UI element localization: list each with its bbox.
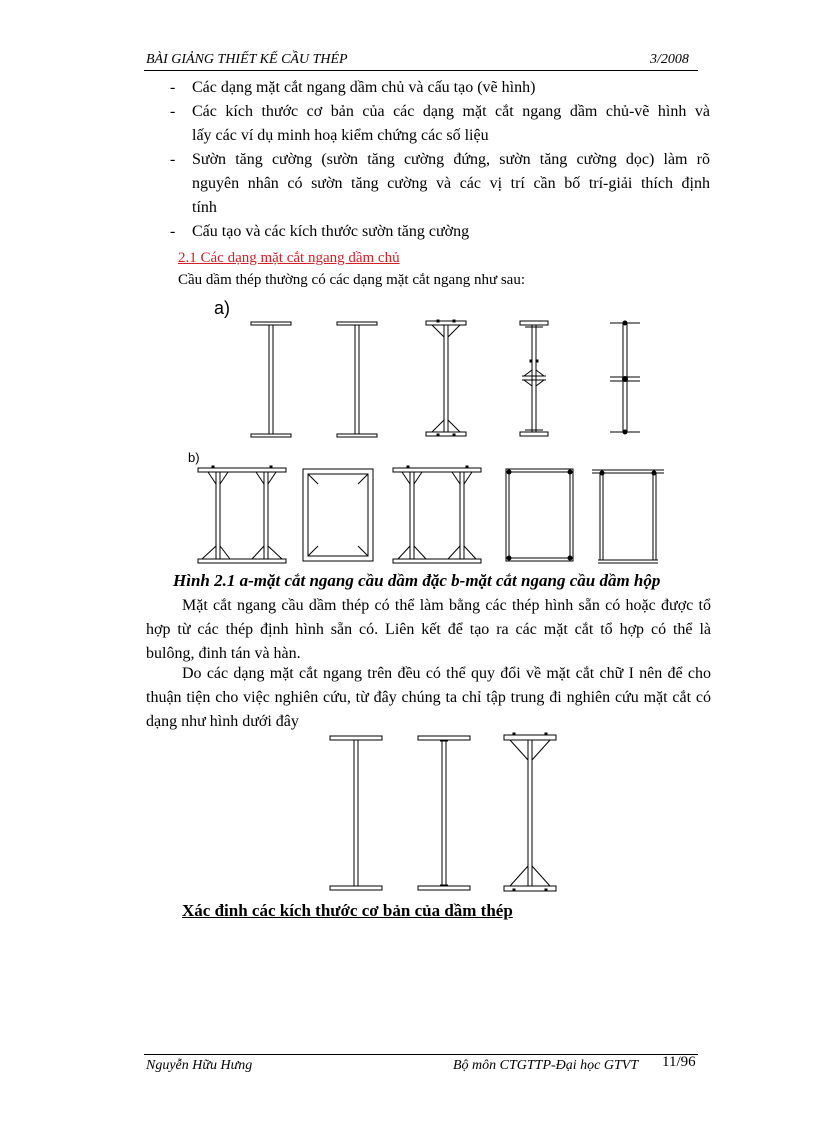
footer-author: Nguyễn Hữu Hưng	[146, 1058, 253, 1073]
paragraph-line: Do các dạng mặt cắt ngang trên đều có thể quy đổi về mặt cắt chữ I nên để cho	[182, 665, 711, 682]
section-link[interactable]: 2.1 Các dạng mặt cắt ngang dầm chủ	[178, 250, 400, 266]
bullet-line: tính	[192, 199, 217, 216]
paragraph-line: hợp từ các thép định hình sẵn có. Liên kết để tạo ra các mặt cắt tổ hợp có thể là	[146, 621, 711, 638]
header-date: 3/2008	[650, 52, 689, 67]
bullet-line: Các kích thước cơ bản của các dạng mặt cắt ngang dầm chủ-vẽ hình và	[192, 103, 710, 120]
paragraph-line: bulông, đinh tán và hàn.	[146, 645, 301, 662]
bullet-dash: -	[170, 151, 176, 168]
bullet-dash: -	[170, 103, 176, 120]
header-title: BÀI GIẢNG THIẾT KẾ CẦU THÉP	[146, 52, 348, 67]
footer-rule	[144, 1054, 698, 1055]
bullet-line: Cấu tạo và các kích thước sườn tăng cường	[192, 223, 470, 240]
i-section-large-welded	[330, 736, 382, 890]
bullet-line: Sườn tăng cường (sườn tăng cường đứng, sườn tăng cường dọc) làm rõ	[192, 151, 710, 168]
figure-label-a: a)	[214, 298, 231, 318]
subheading: Xác đinh các kích thước cơ bản của dầm thép	[182, 901, 513, 920]
i-section-large-fillet	[418, 736, 470, 890]
paragraph-line: thuận tiện cho việc nghiên cứu, từ đây chúng ta chỉ tập trung đi nghiên cứu mặt cắt có	[146, 689, 711, 706]
bullet-line: lấy các ví dụ minh hoạ kiểm chứng các số liệu	[192, 127, 489, 144]
bullet-dash: -	[170, 223, 176, 240]
paragraph-line: Mặt cắt ngang cầu dầm thép có thể làm bằng các thép hình sẵn có hoặc được tổ	[182, 597, 711, 614]
bullet-dash: -	[170, 79, 176, 96]
figure-caption: Hình 2.1 a-mặt cắt ngang cầu dầm đặc b-mặt cắt ngang cầu dầm hộp	[173, 571, 661, 590]
bullet-line: nguyên nhân có sườn tăng cường và các vị trí cần bố trí-giải thích định	[192, 175, 710, 192]
paragraph-line: dạng như hình dưới đây	[146, 713, 299, 730]
bullet-line: Các dạng mặt cắt ngang dầm chủ và cấu tạo (vẽ hình)	[192, 79, 536, 96]
footer-page-number: 11/96	[662, 1054, 696, 1070]
footer-department: Bộ môn CTGTTP-Đại học GTVT	[453, 1058, 639, 1073]
figure-label-b: b)	[188, 450, 200, 465]
i-section-large-riveted	[504, 733, 556, 891]
section-intro: Cầu dầm thép thường có các dạng mặt cắt ngang như sau:	[178, 272, 526, 288]
